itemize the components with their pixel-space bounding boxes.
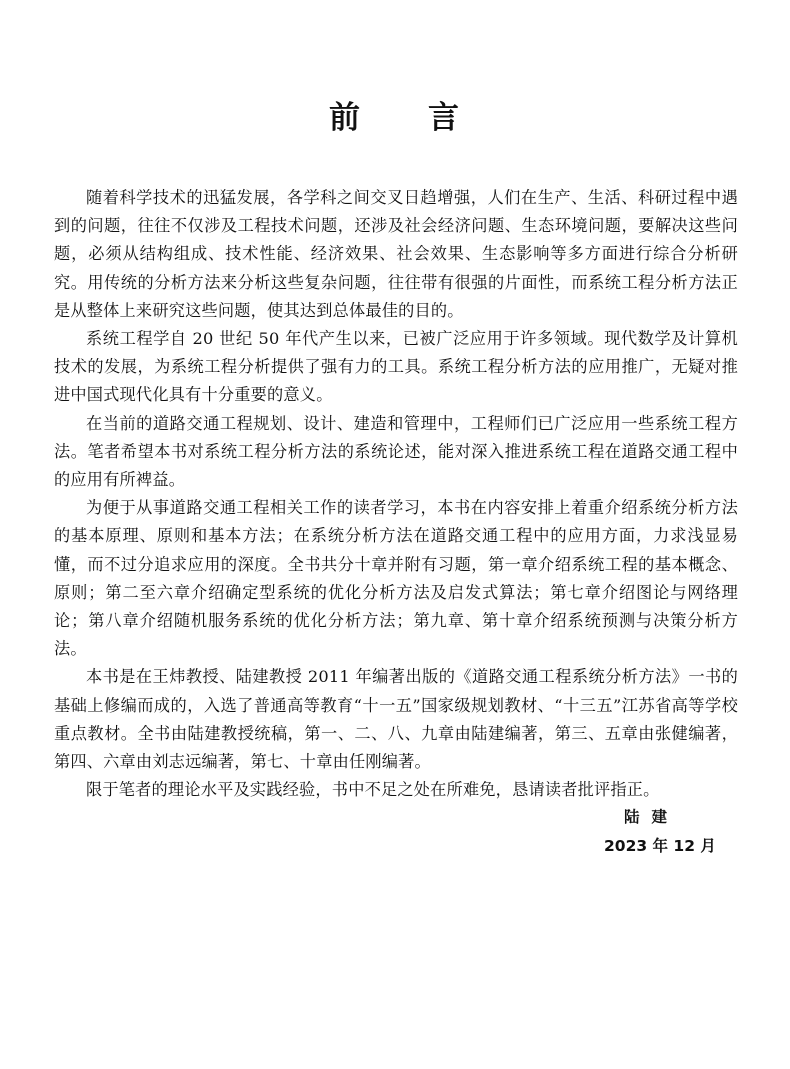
page-title	[0, 98, 790, 138]
paragraph-2: 系统工程学自 20 世纪 50 年代产生以来，已被广泛应用于许多领域。现代数学及计算机技术的发展，为系统工程分析提供了强有力的工具。系统工程分析方法的应用推广，无疑对推进中国式现代化具有十分重要的意义。	[54, 329, 738, 405]
title-char-1: 前	[329, 100, 362, 136]
paragraph-5: 本书是在王炜教授、陆建教授 2011 年编著出版的《道路交通工程系统分析方法》一书的基础上修编而成的，入选了普通高等教育“十一五”国家级规划教材、“十三五”江苏省高等学校重点教材。全书由陆建教授统稿，第一、二、八、九章由陆建编著，第三、五章由张健编著，第四、六章由刘志远编著，第七、十章由任刚编著。	[54, 667, 738, 772]
signature-date: 2023 年 12 月	[604, 837, 716, 855]
author-name-char-1: 陆	[624, 808, 640, 826]
paragraph-6: 限于笔者的理论水平及实践经验，书中不足之处在所难免，恳请读者批评指正。	[86, 780, 660, 800]
paragraph-3: 在当前的道路交通工程规划、设计、建造和管理中，工程师们已广泛应用一些系统工程方法。笔者希望本书对系统工程分析方法的系统论述，能对深入推进系统工程在道路交通工程中的应用有所裨益。	[54, 413, 738, 490]
title-char-2: 言	[428, 100, 461, 136]
preface-body	[54, 184, 738, 804]
author-name	[624, 805, 667, 827]
author-name-char-2: 建	[651, 808, 668, 826]
paragraph-1: 随着科学技术的迅猛发展，各学科之间交叉日趋增强，人们在生产、生活、科研过程中遇到的问题，往往不仅涉及工程技术问题，还涉及社会经济问题、生态环境问题，要解决这些问题，必须从结构组成、技术性能、经济效果、社会效果、生态影响等多方面进行综合分析研究。用传统的分析方法来分析这些复杂问题，往往带有很强的片面性，而系统工程分析方法正是从整体上来研究这些问题，使其达到总体最佳的目的。	[54, 188, 738, 320]
paragraph-4: 为便于从事道路交通工程相关工作的读者学习，本书在内容安排上着重介绍系统分析方法的基本原理、原则和基本方法；在系统分析方法在道路交通工程中的应用方面，力求浅显易懂，而不过分追求应用的深度。全书共分十章并附有习题，第一章介绍系统工程的基本概念、原则；第二至六章介绍确定型系统的优化分析方法及启发式算法；第七章介绍图论与网络理论；第八章介绍随机服务系统的优化分析方法；第九章、第十章介绍系统预测与决策分析方法。	[54, 498, 738, 659]
